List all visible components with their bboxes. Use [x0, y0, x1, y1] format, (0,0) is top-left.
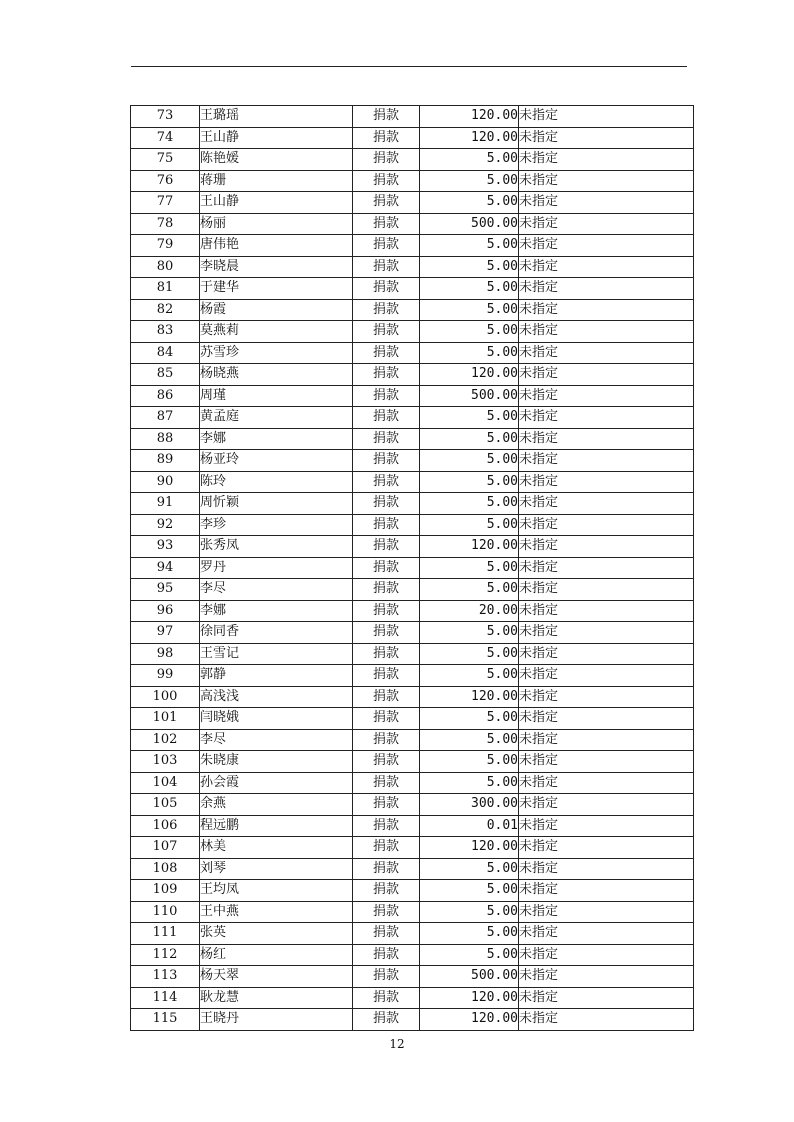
- table-row: [131, 643, 694, 665]
- donor-name: 陈艳媛: [200, 149, 353, 171]
- row-number: 76: [131, 170, 200, 192]
- table-row: [131, 966, 694, 988]
- donation-designation: 未指定: [519, 170, 694, 192]
- donor-name: 王雪记: [200, 643, 353, 665]
- row-number: 105: [131, 794, 200, 816]
- donation-amount: 120.00: [420, 364, 519, 386]
- donation-amount: 120.00: [420, 1009, 519, 1031]
- donor-name: 张秀凤: [200, 536, 353, 558]
- table-row: [131, 299, 694, 321]
- donation-amount: 5.00: [420, 622, 519, 644]
- donation-type: 捐款: [353, 837, 420, 859]
- row-number: 102: [131, 729, 200, 751]
- row-number: 80: [131, 256, 200, 278]
- donor-name: 陈玲: [200, 471, 353, 493]
- table-row: [131, 127, 694, 149]
- donation-designation: 未指定: [519, 837, 694, 859]
- row-number: 110: [131, 901, 200, 923]
- donation-type: 捐款: [353, 1009, 420, 1031]
- donor-name: 王山静: [200, 127, 353, 149]
- donation-amount: 5.00: [420, 901, 519, 923]
- donation-amount: 5.00: [420, 278, 519, 300]
- donation-amount: 20.00: [420, 600, 519, 622]
- table-row: [131, 170, 694, 192]
- donor-name: 于建华: [200, 278, 353, 300]
- row-number: 86: [131, 385, 200, 407]
- donor-name: 孙会霞: [200, 772, 353, 794]
- row-number: 96: [131, 600, 200, 622]
- donor-name: 杨丽: [200, 213, 353, 235]
- donation-type: 捐款: [353, 170, 420, 192]
- donor-name: 徐同香: [200, 622, 353, 644]
- donation-type: 捐款: [353, 901, 420, 923]
- row-number: 89: [131, 450, 200, 472]
- row-number: 75: [131, 149, 200, 171]
- donation-amount: 5.00: [420, 772, 519, 794]
- donation-designation: 未指定: [519, 1009, 694, 1031]
- row-number: 93: [131, 536, 200, 558]
- donation-type: 捐款: [353, 321, 420, 343]
- donation-type: 捐款: [353, 600, 420, 622]
- donation-type: 捐款: [353, 235, 420, 257]
- donation-type: 捐款: [353, 450, 420, 472]
- donation-designation: 未指定: [519, 665, 694, 687]
- donation-designation: 未指定: [519, 557, 694, 579]
- donor-name: 李娜: [200, 428, 353, 450]
- donation-type: 捐款: [353, 364, 420, 386]
- donation-type: 捐款: [353, 256, 420, 278]
- row-number: 108: [131, 858, 200, 880]
- donation-designation: 未指定: [519, 643, 694, 665]
- donation-type: 捐款: [353, 815, 420, 837]
- donation-type: 捐款: [353, 428, 420, 450]
- donation-designation: 未指定: [519, 923, 694, 945]
- donor-name: 杨霞: [200, 299, 353, 321]
- donation-designation: 未指定: [519, 278, 694, 300]
- header-rule: [131, 66, 687, 67]
- table-row: [131, 772, 694, 794]
- donation-table: [130, 105, 694, 1031]
- row-number: 99: [131, 665, 200, 687]
- table-row: [131, 794, 694, 816]
- table-row: [131, 729, 694, 751]
- donation-designation: 未指定: [519, 106, 694, 128]
- table-row: [131, 837, 694, 859]
- donation-designation: 未指定: [519, 708, 694, 730]
- donation-amount: 500.00: [420, 385, 519, 407]
- donation-designation: 未指定: [519, 729, 694, 751]
- table-row: [131, 665, 694, 687]
- donation-amount: 5.00: [420, 579, 519, 601]
- row-number: 81: [131, 278, 200, 300]
- donation-amount: 5.00: [420, 407, 519, 429]
- donor-name: 刘琴: [200, 858, 353, 880]
- donation-designation: 未指定: [519, 127, 694, 149]
- donor-name: 王均凤: [200, 880, 353, 902]
- donation-amount: 5.00: [420, 321, 519, 343]
- row-number: 88: [131, 428, 200, 450]
- donation-amount: 5.00: [420, 192, 519, 214]
- row-number: 87: [131, 407, 200, 429]
- donation-type: 捐款: [353, 751, 420, 773]
- donor-name: 李尽: [200, 729, 353, 751]
- donation-amount: 5.00: [420, 751, 519, 773]
- donation-type: 捐款: [353, 858, 420, 880]
- table-row: [131, 256, 694, 278]
- row-number: 94: [131, 557, 200, 579]
- donation-amount: 5.00: [420, 923, 519, 945]
- donation-designation: 未指定: [519, 235, 694, 257]
- table-row: [131, 450, 694, 472]
- donor-name: 蒋珊: [200, 170, 353, 192]
- donation-amount: 120.00: [420, 987, 519, 1009]
- row-number: 91: [131, 493, 200, 515]
- table-row: [131, 901, 694, 923]
- donation-amount: 5.00: [420, 450, 519, 472]
- donor-name: 杨晓燕: [200, 364, 353, 386]
- table-row: [131, 1009, 694, 1031]
- donation-amount: 5.00: [420, 729, 519, 751]
- row-number: 103: [131, 751, 200, 773]
- donation-type: 捐款: [353, 493, 420, 515]
- donation-table-body: [131, 106, 694, 1031]
- donation-type: 捐款: [353, 622, 420, 644]
- row-number: 85: [131, 364, 200, 386]
- table-row: [131, 278, 694, 300]
- donation-amount: 5.00: [420, 342, 519, 364]
- donor-name: 莫燕莉: [200, 321, 353, 343]
- table-row: [131, 858, 694, 880]
- row-number: 106: [131, 815, 200, 837]
- donation-type: 捐款: [353, 192, 420, 214]
- donation-designation: 未指定: [519, 751, 694, 773]
- row-number: 73: [131, 106, 200, 128]
- donation-designation: 未指定: [519, 600, 694, 622]
- donor-name: 黄孟庭: [200, 407, 353, 429]
- donation-amount: 5.00: [420, 471, 519, 493]
- donation-type: 捐款: [353, 880, 420, 902]
- donation-designation: 未指定: [519, 880, 694, 902]
- row-number: 98: [131, 643, 200, 665]
- donation-amount: 5.00: [420, 149, 519, 171]
- row-number: 74: [131, 127, 200, 149]
- row-number: 97: [131, 622, 200, 644]
- donation-type: 捐款: [353, 557, 420, 579]
- table-row: [131, 213, 694, 235]
- donation-designation: 未指定: [519, 450, 694, 472]
- donor-name: 王山静: [200, 192, 353, 214]
- donor-name: 王中燕: [200, 901, 353, 923]
- donation-type: 捐款: [353, 342, 420, 364]
- table-row: [131, 708, 694, 730]
- row-number: 92: [131, 514, 200, 536]
- row-number: 83: [131, 321, 200, 343]
- donation-type: 捐款: [353, 127, 420, 149]
- donation-amount: 5.00: [420, 299, 519, 321]
- row-number: 90: [131, 471, 200, 493]
- table-row: [131, 235, 694, 257]
- table-row: [131, 321, 694, 343]
- table-row: [131, 622, 694, 644]
- donor-name: 唐伟艳: [200, 235, 353, 257]
- donation-amount: 5.00: [420, 708, 519, 730]
- row-number: 109: [131, 880, 200, 902]
- donor-name: 王璐瑶: [200, 106, 353, 128]
- donor-name: 杨天翠: [200, 966, 353, 988]
- donation-designation: 未指定: [519, 944, 694, 966]
- table-row: [131, 536, 694, 558]
- donor-name: 李珍: [200, 514, 353, 536]
- donor-name: 程远鹏: [200, 815, 353, 837]
- table-row: [131, 923, 694, 945]
- donation-designation: 未指定: [519, 407, 694, 429]
- donation-designation: 未指定: [519, 493, 694, 515]
- donation-type: 捐款: [353, 579, 420, 601]
- donation-designation: 未指定: [519, 622, 694, 644]
- donation-type: 捐款: [353, 471, 420, 493]
- donation-type: 捐款: [353, 106, 420, 128]
- row-number: 104: [131, 772, 200, 794]
- donation-type: 捐款: [353, 987, 420, 1009]
- donation-type: 捐款: [353, 966, 420, 988]
- donation-type: 捐款: [353, 708, 420, 730]
- donation-amount: 5.00: [420, 858, 519, 880]
- table-row: [131, 149, 694, 171]
- page-number: 12: [389, 1037, 405, 1051]
- table-row: [131, 815, 694, 837]
- donor-name: 朱晓康: [200, 751, 353, 773]
- donation-designation: 未指定: [519, 858, 694, 880]
- table-row: [131, 342, 694, 364]
- table-row: [131, 944, 694, 966]
- table-row: [131, 557, 694, 579]
- donation-amount: 5.00: [420, 557, 519, 579]
- donation-amount: 5.00: [420, 880, 519, 902]
- donation-designation: 未指定: [519, 471, 694, 493]
- donation-designation: 未指定: [519, 299, 694, 321]
- donation-amount: 5.00: [420, 514, 519, 536]
- donation-designation: 未指定: [519, 192, 694, 214]
- donor-name: 杨亚玲: [200, 450, 353, 472]
- donation-type: 捐款: [353, 278, 420, 300]
- donor-name: 李晓晨: [200, 256, 353, 278]
- donation-designation: 未指定: [519, 794, 694, 816]
- table-row: [131, 106, 694, 128]
- row-number: 84: [131, 342, 200, 364]
- row-number: 111: [131, 923, 200, 945]
- donation-designation: 未指定: [519, 385, 694, 407]
- donation-amount: 500.00: [420, 213, 519, 235]
- donation-designation: 未指定: [519, 428, 694, 450]
- donation-designation: 未指定: [519, 987, 694, 1009]
- donation-amount: 5.00: [420, 493, 519, 515]
- donation-amount: 5.00: [420, 170, 519, 192]
- donation-designation: 未指定: [519, 256, 694, 278]
- donation-designation: 未指定: [519, 321, 694, 343]
- donation-designation: 未指定: [519, 686, 694, 708]
- donation-amount: 5.00: [420, 235, 519, 257]
- donation-amount: 120.00: [420, 106, 519, 128]
- donation-type: 捐款: [353, 923, 420, 945]
- donation-amount: 5.00: [420, 665, 519, 687]
- row-number: 112: [131, 944, 200, 966]
- donor-name: 苏雪珍: [200, 342, 353, 364]
- donation-type: 捐款: [353, 643, 420, 665]
- donation-amount: 120.00: [420, 837, 519, 859]
- row-number: 78: [131, 213, 200, 235]
- table-row: [131, 428, 694, 450]
- donation-designation: 未指定: [519, 536, 694, 558]
- donation-designation: 未指定: [519, 966, 694, 988]
- donation-type: 捐款: [353, 514, 420, 536]
- donation-type: 捐款: [353, 536, 420, 558]
- donor-name: 耿龙慧: [200, 987, 353, 1009]
- row-number: 107: [131, 837, 200, 859]
- row-number: 101: [131, 708, 200, 730]
- table-row: [131, 407, 694, 429]
- table-row: [131, 579, 694, 601]
- donor-name: 周忻颖: [200, 493, 353, 515]
- donation-amount: 5.00: [420, 944, 519, 966]
- table-row: [131, 471, 694, 493]
- table-row: [131, 751, 694, 773]
- donation-type: 捐款: [353, 665, 420, 687]
- donation-type: 捐款: [353, 213, 420, 235]
- donation-designation: 未指定: [519, 213, 694, 235]
- row-number: 95: [131, 579, 200, 601]
- row-number: 79: [131, 235, 200, 257]
- table-row: [131, 686, 694, 708]
- donation-amount: 120.00: [420, 536, 519, 558]
- donor-name: 李尽: [200, 579, 353, 601]
- table-row: [131, 514, 694, 536]
- donation-type: 捐款: [353, 299, 420, 321]
- donation-amount: 300.00: [420, 794, 519, 816]
- row-number: 100: [131, 686, 200, 708]
- donor-name: 李娜: [200, 600, 353, 622]
- donation-amount: 5.00: [420, 428, 519, 450]
- donation-type: 捐款: [353, 407, 420, 429]
- donor-name: 高浅浅: [200, 686, 353, 708]
- donation-type: 捐款: [353, 149, 420, 171]
- donation-type: 捐款: [353, 686, 420, 708]
- row-number: 115: [131, 1009, 200, 1031]
- donation-designation: 未指定: [519, 901, 694, 923]
- donor-name: 闫晓娥: [200, 708, 353, 730]
- table-row: [131, 385, 694, 407]
- donor-name: 余燕: [200, 794, 353, 816]
- donor-name: 罗丹: [200, 557, 353, 579]
- row-number: 113: [131, 966, 200, 988]
- row-number: 82: [131, 299, 200, 321]
- donation-amount: 120.00: [420, 686, 519, 708]
- donation-type: 捐款: [353, 729, 420, 751]
- donation-amount: 500.00: [420, 966, 519, 988]
- donation-designation: 未指定: [519, 815, 694, 837]
- table-row: [131, 880, 694, 902]
- table-row: [131, 192, 694, 214]
- row-number: 77: [131, 192, 200, 214]
- donation-designation: 未指定: [519, 514, 694, 536]
- donation-type: 捐款: [353, 794, 420, 816]
- donation-type: 捐款: [353, 772, 420, 794]
- table-row: [131, 600, 694, 622]
- table-row: [131, 493, 694, 515]
- donation-type: 捐款: [353, 944, 420, 966]
- donation-type: 捐款: [353, 385, 420, 407]
- donation-amount: 120.00: [420, 127, 519, 149]
- donor-name: 周瑾: [200, 385, 353, 407]
- donation-designation: 未指定: [519, 342, 694, 364]
- donation-designation: 未指定: [519, 579, 694, 601]
- donation-designation: 未指定: [519, 364, 694, 386]
- donor-name: 郭静: [200, 665, 353, 687]
- row-number: 114: [131, 987, 200, 1009]
- donor-name: 杨红: [200, 944, 353, 966]
- donation-amount: 5.00: [420, 256, 519, 278]
- donation-amount: 0.01: [420, 815, 519, 837]
- donor-name: 张英: [200, 923, 353, 945]
- table-row: [131, 364, 694, 386]
- donation-amount: 5.00: [420, 643, 519, 665]
- donor-name: 王晓丹: [200, 1009, 353, 1031]
- table-row: [131, 987, 694, 1009]
- donor-name: 林美: [200, 837, 353, 859]
- donation-designation: 未指定: [519, 149, 694, 171]
- donation-designation: 未指定: [519, 772, 694, 794]
